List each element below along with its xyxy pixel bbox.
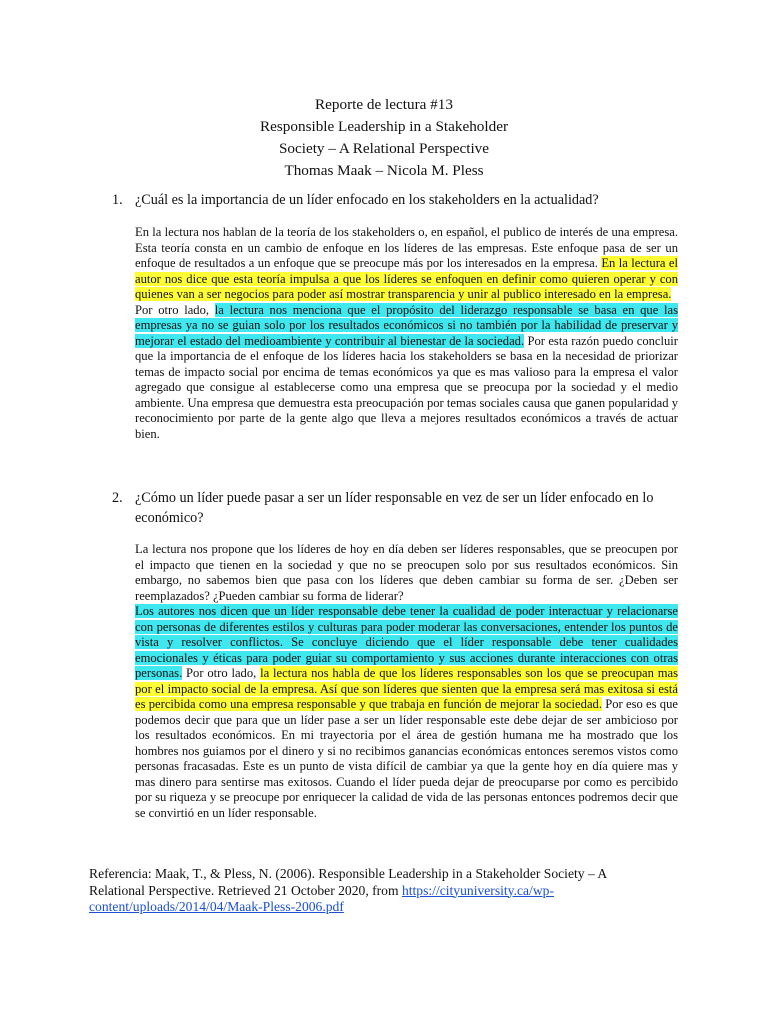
reference-text: Referencia: Maak, T., & Pless, N. (2006). Responsible Leadership in a Stakeholder Society – A Relational Perspective. Retrieved 21 October 2020, from [89, 866, 607, 898]
question-2-text: ¿Cómo un líder puede pasar a ser un líder responsable en vez de ser un líder enfocado en lo económico? [135, 490, 654, 526]
answer-1-paragraph-1 [135, 225, 678, 303]
answer-1-conclusion: Por esta razón puedo concluir que la importancia de el enfoque de los líderes hacia los stakeholders se basa en la necesidad de priorizar temas de impacto social por encima de temas económicos ya que es mas valioso para la empresa el valor agregado que consigue al establecerse como una empresa que se preocupa por la sociedad y el medio ambiente. Una empresa que demuestra esta preocupación por temas sociales causa que ganen popularidad y reconocimiento por parte de la gente algo que lleva a mejores resultados económicos a través de actuar bien. [135, 333, 678, 441]
reference [89, 866, 649, 916]
question-2 [112, 488, 672, 528]
answer-1-text: En la lectura nos hablan de la teoría de los stakeholders o, en español, el publico de interés de una empresa. Esta teoría consta en un cambio de enfoque en los líderes de las empresas. Este enfoque pasa de ser un enfoque de resultados a un enfoque que se preocupe más por los interesados en la empresa. [135, 225, 678, 270]
answer-1-intro: Por otro lado, [135, 302, 215, 317]
answer-1 [135, 225, 678, 442]
question-2-number: 2. [112, 490, 123, 506]
answer-2-yellow-highlight: la lectura nos habla de que los líderes responsables son los que se preocupan mas por el impacto social de la empresa. Así que son líderes que sienten que la empresa será mas exitosa si está es percibida como una empresa responsable y que trabaja en función de mejorar la sociedad. [135, 666, 678, 711]
title-line-4: Thomas Maak – Nicola M. Pless [284, 162, 484, 179]
answer-2-cyan-highlight: Los autores nos dicen que un líder responsable debe tener la cualidad de poder interactuar y relacionarse con personas de diferentes estilos y culturas para poder moderar las conversaciones, entender los puntos de vista y resolver conflictos. Se concluye diciendo que el líder responsable debe tener cualidades emocionales y éticas para poder guiar su comportamiento y sus acciones durante interacciones con otras personas. [135, 604, 678, 680]
document-title [0, 94, 768, 182]
reference-link[interactable]: https://cityuniversity.ca/wp-content/uploads/2014/04/Maak-Pless-2006.pdf [89, 882, 554, 915]
question-1-number: 1. [112, 192, 123, 208]
answer-2-text: La lectura nos propone que los líderes de hoy en día deben ser líderes responsables, que se preocupen por el impacto que tienen en la sociedad y que no se preocupen solo por sus resultados económicos. Sin embargo, no sabemos bien que pasa con los líderes que deben cambiar su forma de ser. ¿Deben ser reemplazados? ¿Pueden cambiar su forma de liderar? [135, 542, 678, 603]
question-1 [112, 190, 672, 210]
answer-2-paragraph-1 [135, 542, 678, 604]
answer-1-paragraph-2 [135, 303, 678, 443]
answer-2-transition: Por otro lado, [182, 666, 261, 680]
answer-2-conclusion: Por eso es que podemos decir que para que un líder pase a ser un líder responsable este debe dejar de ser ambicioso por los resultados económicos. En mi trayectoria por el área de gestión humana me ha mostrado que los hombres nos guiamos por el dinero y si no recibimos ganancias económicas entonces seremos vistos como personas fracasadas. Este es un punto de vista difícil de cambiar ya que la gente hoy en día quiere mas y mas dinero para sentirse mas exitosos. Cuando el líder pueda dejar de preocuparse por como es percibido por su riqueza y se preocupe por enriquecer la calidad de vida de las personas entonces podremos decir que se convirtió en un líder responsable. [135, 697, 678, 820]
answer-2 [135, 542, 678, 821]
title-line-1: Reporte de lectura #13 [315, 96, 453, 113]
question-1-text: ¿Cuál es la importancia de un líder enfocado en los stakeholders en la actualidad? [135, 192, 599, 208]
answer-1-yellow-highlight: En la lectura el autor nos dice que esta teoría impulsa a que los líderes se enfoquen en definir como quieren operar y con quienes van a ser negocios para poder así mostrar transparencia y unir al publico interesado en la empresa. [135, 256, 678, 301]
title-line-2: Responsible Leadership in a Stakeholder [260, 118, 508, 135]
title-line-3: Society – A Relational Perspective [278, 140, 490, 157]
answer-2-paragraph-2 [135, 604, 678, 821]
answer-1-cyan-highlight: la lectura nos menciona que el propósito del liderazgo responsable se basa en que las empresas ya no se guian solo por los resultados económicos si no también por la habilidad de preservar y mejorar el estado del medioambiente y contribuir al bienestar de la sociedad. [135, 302, 679, 348]
